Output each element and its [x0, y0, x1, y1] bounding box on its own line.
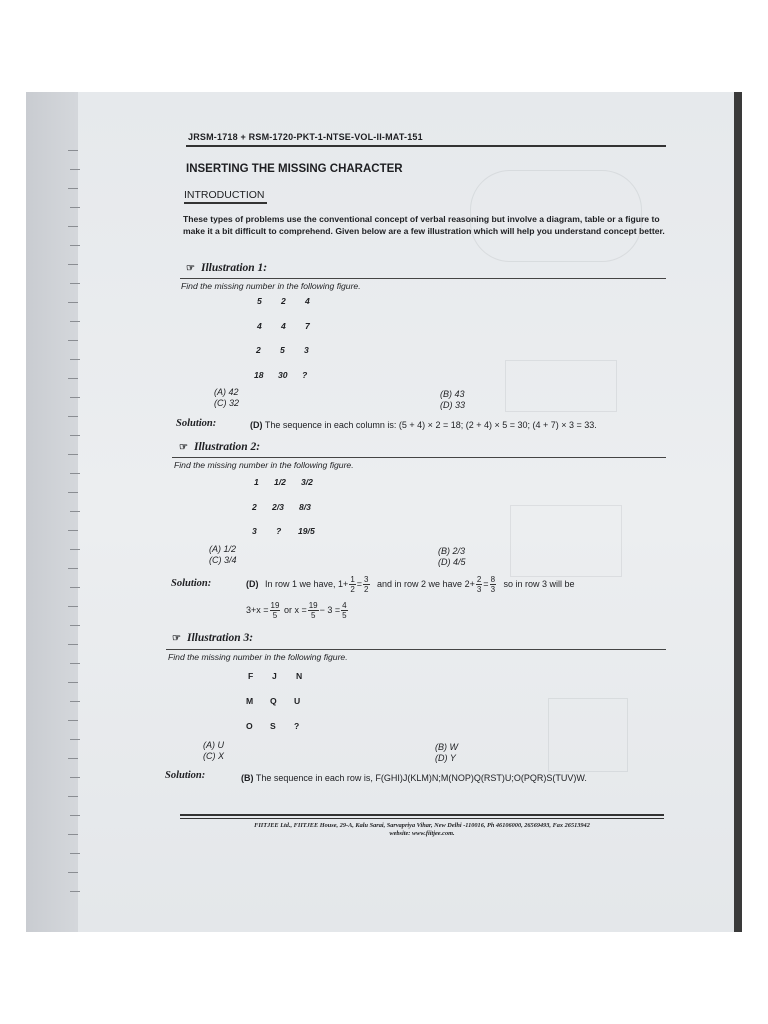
option-d: (D) 4/5	[438, 557, 466, 567]
solution-explanation: The sequence in each row is, F(GHI)J(KLM)N;M(NOP)Q(RST)U;O(PQR)S(TUV)W.	[255, 773, 587, 783]
illustration-2-question: Find the missing number in the following figure.	[174, 460, 354, 470]
fraction: $\frac{19}{5}$	[270, 601, 280, 620]
footer-rule	[180, 814, 664, 816]
fraction: $\frac{1}{2}$	[350, 575, 355, 594]
intro-heading: INTRODUCTION	[184, 189, 267, 204]
footer-website: website: www.fiitjee.com.	[389, 830, 455, 837]
illustration-2-heading: ☞ Illustration 2:	[179, 441, 261, 453]
solution-label: Solution:	[176, 418, 217, 429]
document-code: JRSM-1718 + RSM-1720-PKT-1-NTSE-VOL-II-MAT-151	[188, 132, 423, 142]
grid-row: M Q U	[246, 696, 301, 706]
footer-address: FIITJEE Ltd., FIITJEE House, 29-A, Kalu Sarai, Sarvapriya Vihar, New Delhi -110016, Ph 46106000, 26569493, Fax 26513942 website: www.fiitjee.com.	[180, 822, 664, 838]
option-a: (A) U	[203, 740, 224, 750]
fraction: $\frac{2}{3}$	[476, 575, 482, 594]
header-rule	[186, 145, 666, 147]
footer-rule	[180, 818, 664, 819]
grid-row: 4 4 7	[257, 321, 310, 331]
pointing-hand-icon: ☞	[186, 263, 195, 274]
illustration-1-question: Find the missing number in the following figure.	[181, 281, 361, 291]
illustration-1-rule	[180, 278, 666, 279]
solution-answer: (D)	[250, 420, 263, 430]
solution-explanation: The sequence in each column is: (5 + 4) × 2 = 18; (2 + 4) × 5 = 30; (4 + 7) × 3 = 33.	[264, 420, 597, 430]
illustration-1-heading: ☞ Illustration 1:	[186, 262, 268, 274]
fraction: $\frac{4}{5}$	[342, 601, 347, 620]
fraction: $\frac{8}{3}$	[490, 575, 496, 594]
option-b: (B) 43	[440, 389, 465, 399]
option-b: (B) W	[435, 742, 458, 752]
option-a: (A) 1/2	[209, 544, 237, 554]
grid-row: O S ?	[246, 721, 300, 731]
option-c: (C) 3/4	[209, 555, 237, 565]
bleed-through-shape	[505, 360, 617, 412]
solution-label: Solution:	[165, 770, 206, 781]
solution-label: Solution:	[171, 578, 212, 589]
grid-row: 2 2/3 8/3	[252, 502, 311, 512]
option-d: (D) 33	[440, 400, 466, 410]
pointing-hand-icon: ☞	[179, 442, 188, 453]
fraction: $\frac{19}{5}$	[308, 601, 318, 620]
grid-row: 2 5 3	[256, 345, 309, 355]
intro-paragraph: These types of problems use the conventional concept of verbal reasoning but involve a diagram, table or a figure to make it a bit difficult to comprehend. Given below are a few illustration which will help you understand concept better.	[183, 214, 665, 236]
illustration-3-question: Find the missing number in the following figure.	[168, 652, 348, 662]
bleed-through-shape	[510, 505, 622, 577]
solution-3-text	[241, 773, 587, 783]
solution-answer: (B)	[241, 773, 254, 783]
chapter-title: INSERTING THE MISSING CHARACTER	[186, 163, 403, 175]
illustration-3-heading: ☞ Illustration 3:	[172, 632, 254, 644]
grid-row: 18 30 ?	[254, 370, 308, 380]
pointing-hand-icon: ☞	[172, 633, 181, 644]
grid-row: 5 2 4	[257, 296, 310, 306]
option-b: (B) 2/3	[438, 546, 466, 556]
option-a: (A) 42	[214, 387, 239, 397]
option-c: (C) 32	[214, 398, 240, 408]
solution-2-line-2: 3+x = $\frac{19}{5}$ or x = $\frac{19}{5}$ − 3 = $\frac{4}{5}$	[246, 601, 347, 620]
grid-row: 1 1/2 3/2	[254, 477, 313, 487]
grid-row: F J N	[248, 671, 303, 681]
illustration-3-rule	[166, 649, 666, 650]
illustration-2-rule	[172, 457, 666, 458]
option-c: (C) X	[203, 751, 224, 761]
option-d: (D) Y	[435, 753, 456, 763]
bleed-through-shape	[548, 698, 628, 772]
grid-row: 3 ? 19/5	[252, 526, 315, 536]
fraction: $\frac{3}{2}$	[364, 575, 369, 594]
solution-1-text	[250, 420, 597, 430]
solution-2-line-1: (D) In row 1 we have, 1+ $\frac{1}{2}$ = $\frac{3}{2}$ and in row 2 we have 2+ $\frac{2}{3}$ = $\frac{8}{3}$ so in row 3 will be	[246, 575, 575, 594]
